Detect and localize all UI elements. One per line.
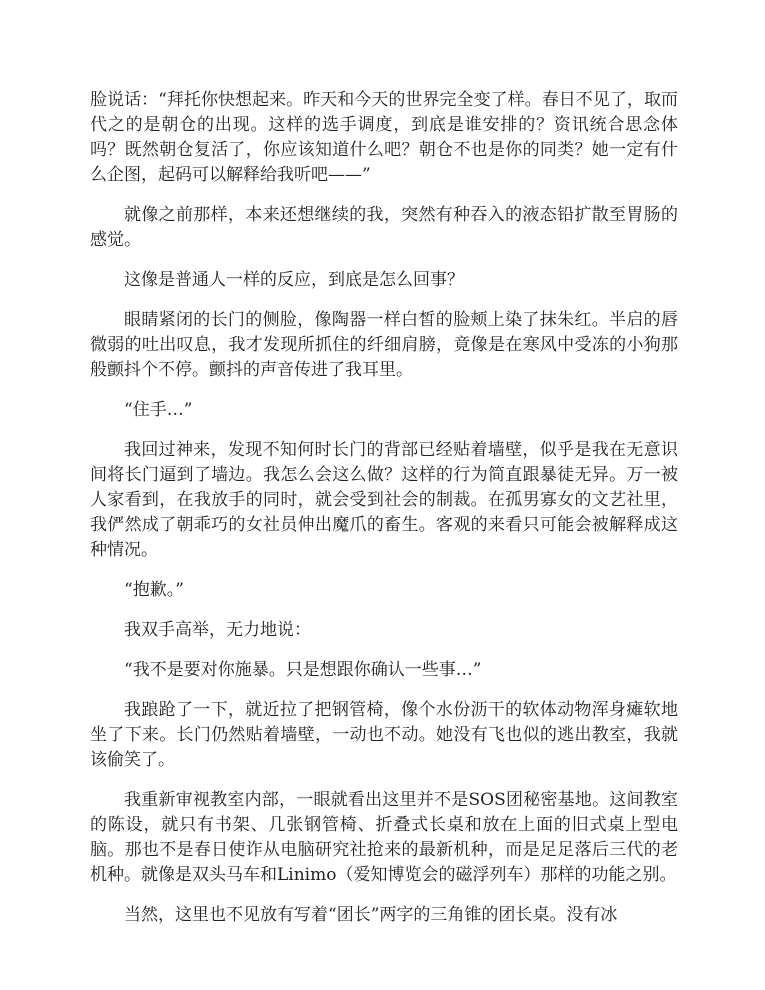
paragraph-7: “抱歉。”	[124, 580, 184, 600]
paragraph-3: 这像是普通人一样的反应，到底是怎么回事？	[124, 270, 464, 290]
paragraph-1: 脸说话：“拜托你快想起来。昨天和今天的世界完全变了样。春日不见了，取而代之的是朝仓的出现。这样的选手调度，到底是谁安排的？资讯统合思念体吗？既然朝仓复活了，你应该知道什么吧？朝仓不也是你的同类？她一定有什么企图，起码可以解释给我听吧——”	[90, 90, 678, 185]
paragraph-12: 当然，这里也不见放有写着“团长”两字的三角锥的团长桌。没有冰	[124, 905, 618, 925]
paragraph-8: 我双手高举，无力地说：	[124, 620, 311, 640]
paragraph-4: 眼睛紧闭的长门的侧脸，像陶器一样白皙的脸颊上染了抹朱红。半启的唇微弱的吐出叹息，我才发现所抓住的纤细肩膀，竟像是在寒风中受冻的小狗那般颤抖个不停。颤抖的声音传进了我耳里。	[90, 310, 678, 380]
document-page	[90, 88, 678, 943]
paragraph-2: 就像之前那样，本来还想继续的我，突然有种吞入的液态铅扩散至胃肠的感觉。	[90, 205, 678, 250]
paragraph-6: 我回过神来，发现不知何时长门的背部已经贴着墙壁，似乎是我在无意识间将长门逼到了墙边。我怎么会这么做？这样的行为简直跟暴徒无异。万一被人家看到，在我放手的同时，就会受到社会的制裁。在孤男寡女的文艺社里，我俨然成了朝乖巧的女社员伸出魔爪的畜生。客观的来看只可能会被解释成这种情况。	[90, 440, 678, 560]
paragraph-10: 我踉跄了一下，就近拉了把钢管椅，像个水份沥干的软体动物浑身瘫软地坐了下来。长门仍然贴着墙壁，一动也不动。她没有飞也似的逃出教室，我就该偷笑了。	[90, 700, 678, 770]
paragraph-5: “住手…”	[124, 400, 193, 420]
paragraph-9: “我不是要对你施暴。只是想跟你确认一些事…”	[124, 660, 482, 680]
paragraph-11: 我重新审视教室内部，一眼就看出这里并不是SOS团秘密基地。这间教室的陈设，就只有书架、几张钢管椅、折叠式长桌和放在上面的旧式桌上型电脑。那也不是春日使诈从电脑研究社抢来的最新机种，而是足足落后三代的老机种。就像是双头马车和Linimo（爱知博览会的磁浮列车）那样的功能之别。	[90, 790, 678, 885]
